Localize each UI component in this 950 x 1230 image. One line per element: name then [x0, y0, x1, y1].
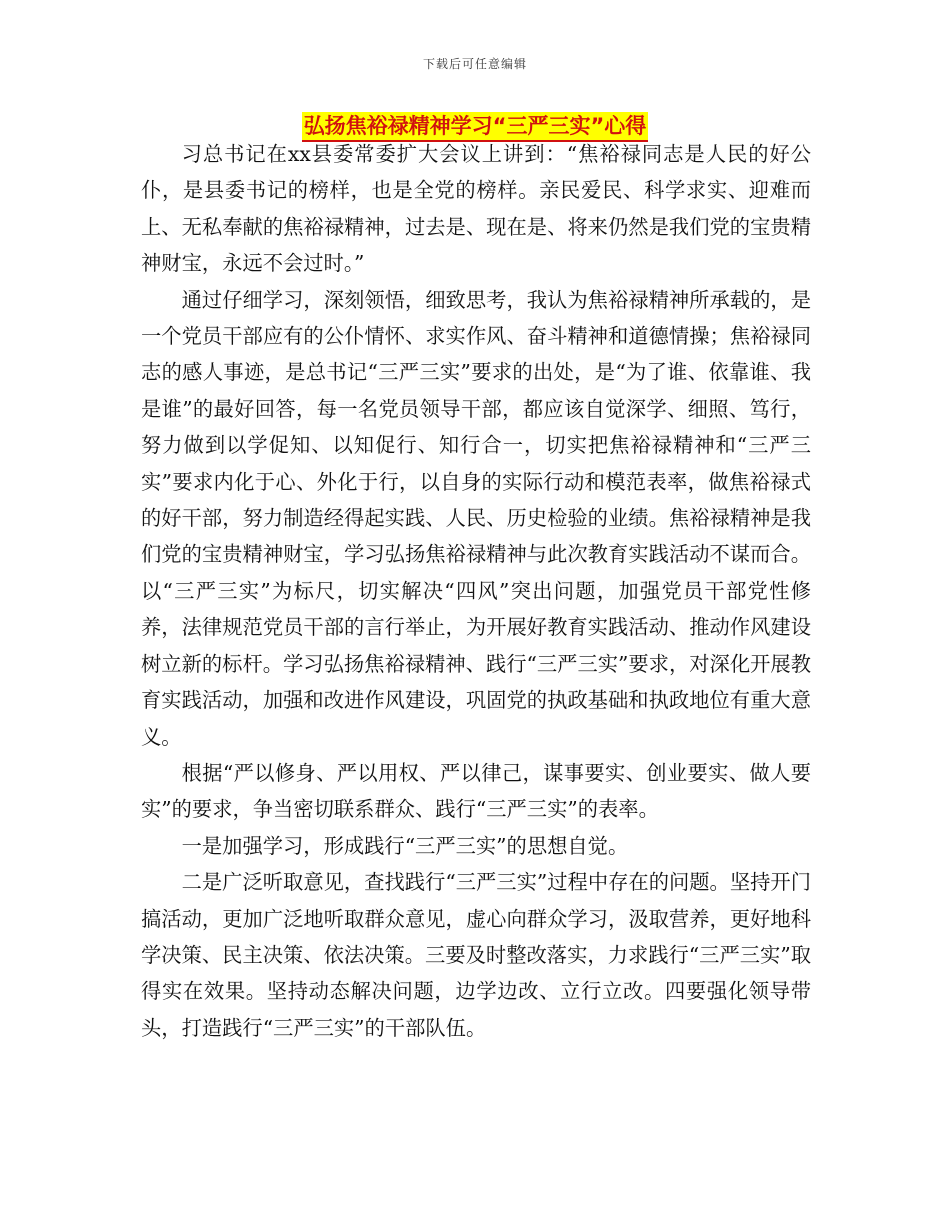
- paragraph-5: 二是广泛听取意见，查找践行“三严三实”过程中存在的问题。坚持开门搞活动，更加广泛地听取群众意见，虚心向群众学习，汲取营养，更好地科学决策、民主决策、依法决策。三要及时整改落实，力求践行“三严三实”取得实在效果。坚持动态解决问题，边学边改、立行立改。四要强化领导带头，打造践行“三严三实”的干部队伍。: [141, 870, 811, 1040]
- paragraph-3: 根据“严以修身、严以用权、严以律己，谋事要实、创业要实、做人要实”的要求，争当密切联系群众、践行“三严三实”的表率。: [141, 760, 811, 822]
- header-note: 下载后可任意编辑: [422, 57, 527, 71]
- paragraph-4: 一是加强学习，形成践行“三严三实”的思想自觉。: [181, 833, 629, 858]
- document-title: 弘扬焦裕禄精神学习“三严三实”心得: [302, 112, 649, 142]
- paragraph-2: 通过仔细学习，深刻领悟，细致思考，我认为焦裕禄精神所承载的，是一个党员干部应有的公仆情怀、求实作风、奋斗精神和道德情操；焦裕禄同志的感人事迹，是总书记“三严三实”要求的出处，是“为了谁、依靠谁、我是谁”的最好回答，每一名党员领导干部，都应该自觉深学、细照、笃行，努力做到以学促知、以知促行、知行合一，切实把焦裕禄精神和“三严三实”要求内化于心、外化于行，以自身的实际行动和模范表率，做焦裕禄式的好干部，努力制造经得起实践、人民、历史检验的业绩。焦裕禄精神是我们党的宝贵精神财宝，学习弘扬焦裕禄精神与此次教育实践活动不谋而合。以“三严三实”为标尺，切实解决“四风”突出问题，加强党员干部党性修养，法律规范党员干部的言行举止，为开展好教育实践活动、推动作风建设树立新的标杆。学习弘扬焦裕禄精神、践行“三严三实”要求，对深化开展教育实践活动，加强和改进作风建设，巩固党的执政基础和执政地位有重大意义。: [141, 287, 811, 749]
- document-body: [141, 136, 811, 1046]
- paragraph-1: 习总书记在xx县委常委扩大会议上讲到：“焦裕禄同志是人民的好公仆，是县委书记的榜样，也是全党的榜样。亲民爱民、科学求实、迎难而上、无私奉献的焦裕禄精神，过去是、现在是、将来仍然是我们党的宝贵精神财宝，永远不会过时。”: [141, 142, 811, 276]
